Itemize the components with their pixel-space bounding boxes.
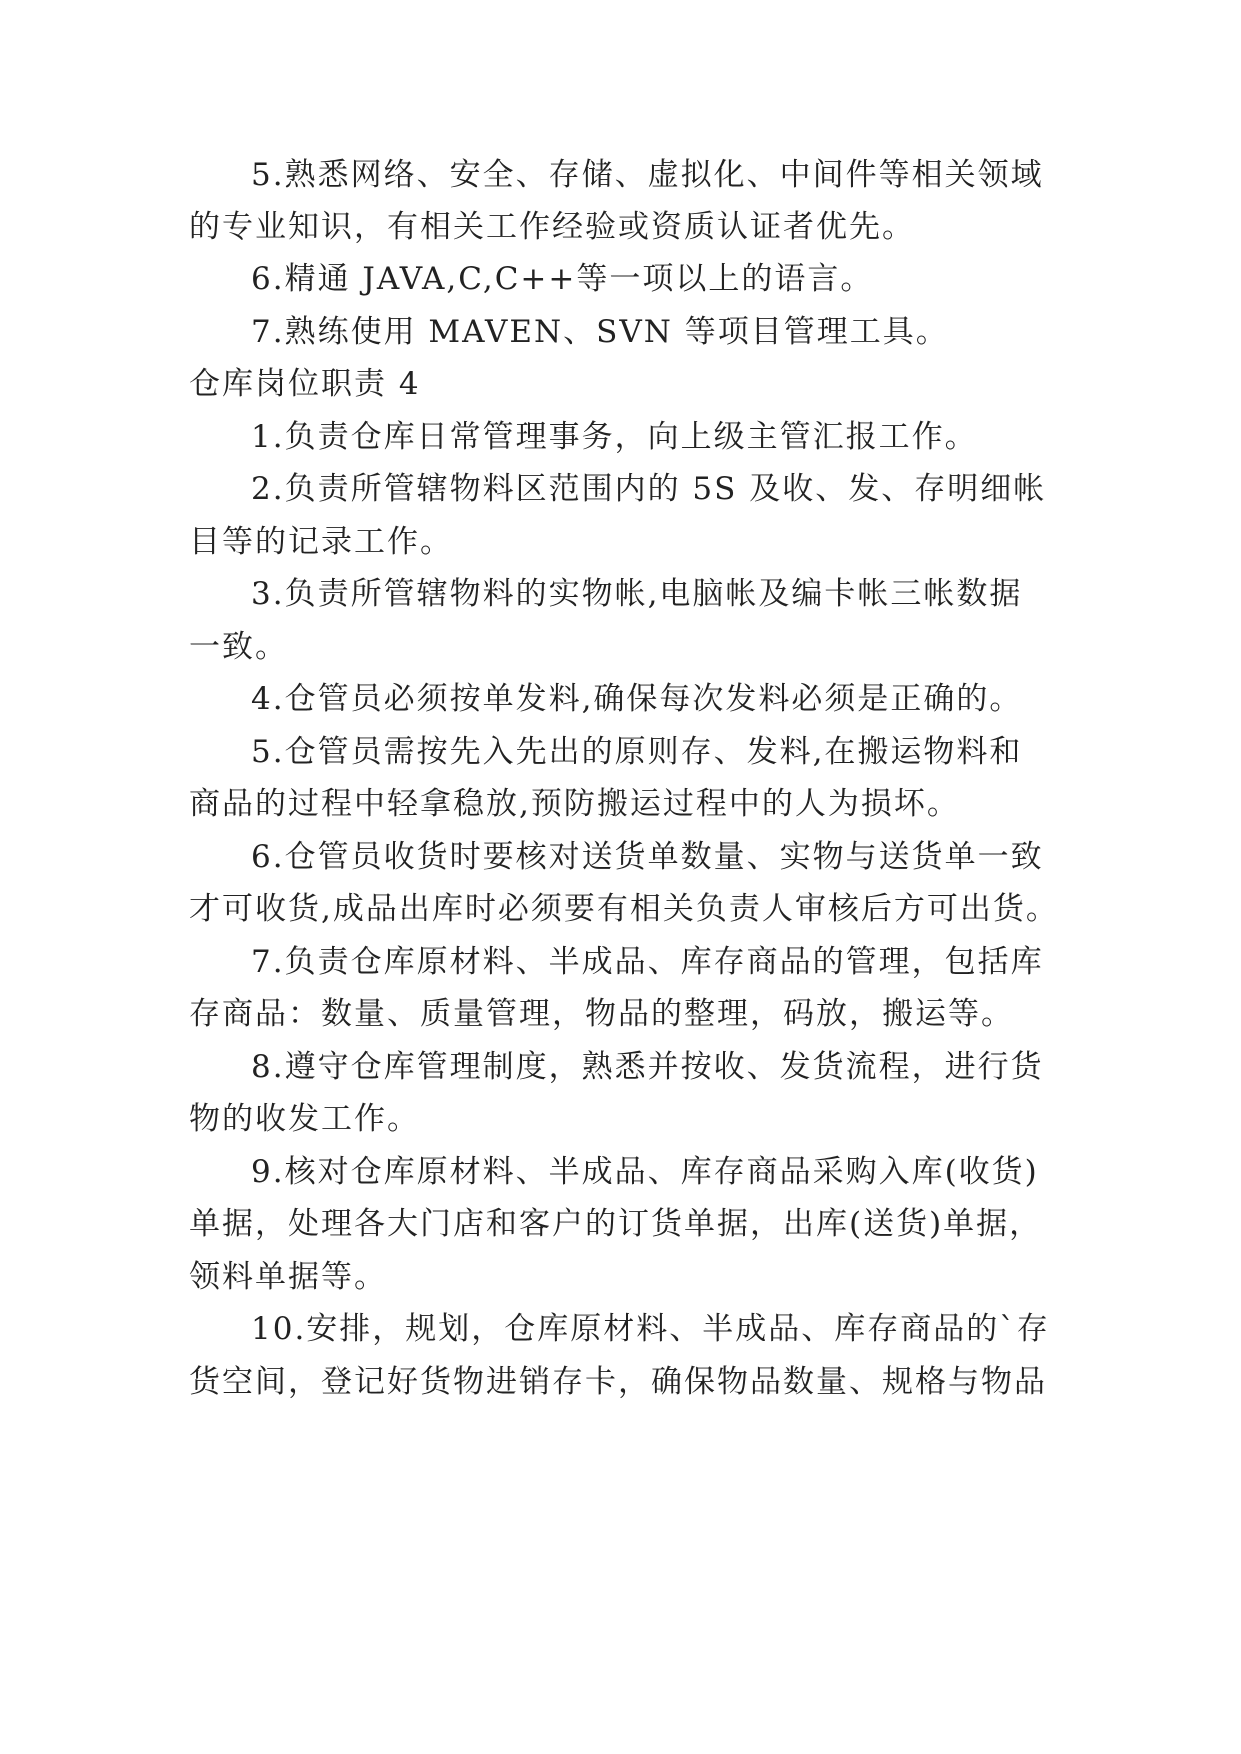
paragraph-line: 5.仓管员需按先入先出的原则存、发料,在搬运物料和 [251,734,1023,770]
paragraph-line: 5.熟悉网络、安全、存储、虚拟化、中间件等相关领域 [251,157,1044,193]
paragraph-line: 10.安排，规划，仓库原材料、半成品、库存商品的`存 [251,1311,1050,1347]
paragraph-line: 8.遵守仓库管理制度，熟悉并按收、发货流程，进行货 [251,1049,1044,1085]
paragraph-line: 6.仓管员收货时要核对送货单数量、实物与送货单一致 [251,839,1044,875]
paragraph-line: 单据，处理各大门店和客户的订货单据，出库(送货)单据， [189,1206,1043,1242]
paragraph-line: 目等的记录工作。 [189,524,453,560]
section-heading: 仓库岗位职责 4 [189,366,421,402]
paragraph-line: 才可收货,成品出库时必须要有相关负责人审核后方可出货。 [189,891,1059,927]
paragraph-line: 9.核对仓库原材料、半成品、库存商品采购入库(收货) [251,1154,1039,1190]
paragraph-line: 存商品：数量、质量管理，物品的整理，码放，搬运等。 [189,996,1014,1032]
paragraph-line: 4.仓管员必须按单发料,确保每次发料必须是正确的。 [251,681,1023,717]
paragraph-line: 领料单据等。 [189,1259,387,1295]
paragraph-line: 货空间，登记好货物进销存卡，确保物品数量、规格与物品 [189,1364,1047,1400]
paragraph-line: 2.负责所管辖物料区范围内的 5S 及收、发、存明细帐 [251,471,1047,507]
paragraph-line: 3.负责所管辖物料的实物帐,电脑帐及编卡帐三帐数据 [251,576,1023,612]
paragraph-line: 的专业知识，有相关工作经验或资质认证者优先。 [189,209,915,245]
paragraph-line: 7.熟练使用 MAVEN、SVN 等项目管理工具。 [251,314,949,350]
paragraph-line: 商品的过程中轻拿稳放,预防搬运过程中的人为损坏。 [189,786,960,822]
paragraph-line: 7.负责仓库原材料、半成品、库存商品的管理，包括库 [251,944,1044,980]
paragraph-line: 1.负责仓库日常管理事务，向上级主管汇报工作。 [251,419,978,455]
paragraph-line: 一致。 [189,629,288,665]
paragraph-line: 6.精通 JAVA,C,C++等一项以上的语言。 [251,261,874,297]
paragraph-line: 物的收发工作。 [189,1101,420,1137]
